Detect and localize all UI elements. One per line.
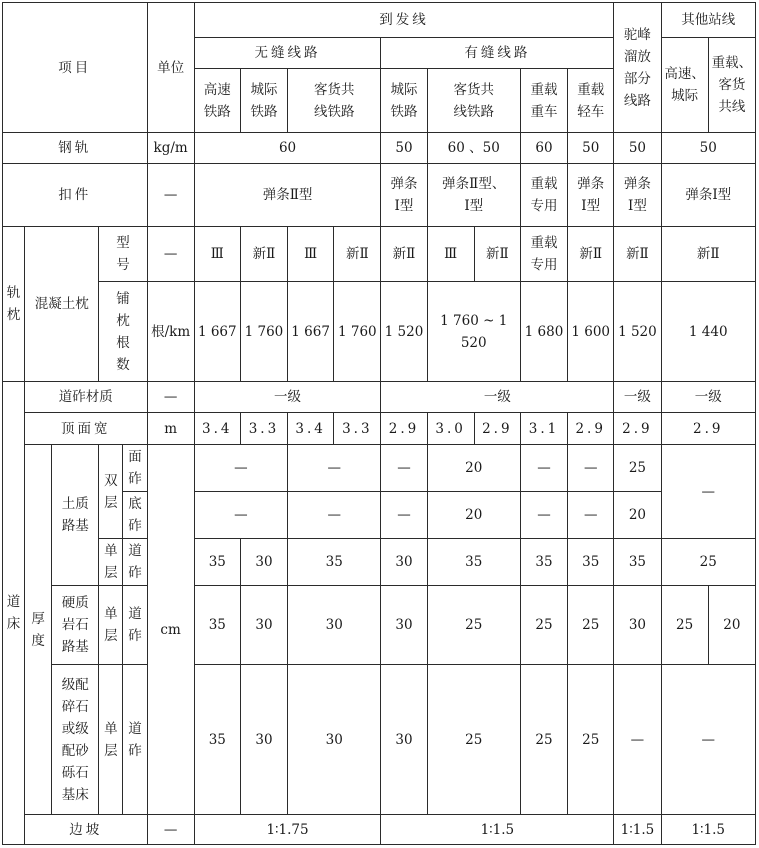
header-other-station: 其他站线 xyxy=(661,3,756,38)
header-jointed: 无缝线路 xyxy=(194,38,381,69)
header-intercity-1: 城际 铁路 xyxy=(240,69,287,133)
graded-value: 30 xyxy=(240,665,287,815)
graded-value: 25 xyxy=(427,665,520,815)
bottom-ballast-label: 底 砟 xyxy=(123,492,147,539)
sleeper-count: 1 760 xyxy=(240,282,287,382)
fastener-value: 弹条 Ⅰ型 xyxy=(568,164,614,227)
graded-value: — xyxy=(661,665,756,815)
sleeper-type-label: 型 号 xyxy=(99,227,147,282)
fastener-unit: — xyxy=(147,164,194,227)
double-layer-label: 双 层 xyxy=(99,445,123,539)
sleeper-label: 混凝土枕 xyxy=(25,227,99,382)
sleeper-count: 1 667 xyxy=(194,282,240,382)
header-item: 项目 xyxy=(3,3,148,133)
graded-value: 30 xyxy=(288,665,381,815)
hard-value: 30 xyxy=(240,586,287,665)
header-hs-rail: 高速 铁路 xyxy=(194,69,240,133)
ballast-width: 3.4 xyxy=(194,413,240,445)
hard-value: 25 xyxy=(568,586,614,665)
bottom-value: — xyxy=(520,492,567,539)
sleeper-count: 1 680 xyxy=(520,282,567,382)
graded-ballast-label: 道 砟 xyxy=(123,665,147,815)
fastener-value: 弹条Ⅱ型、 Ⅰ型 xyxy=(427,164,520,227)
ballast-material: 一级 xyxy=(381,382,614,413)
graded-value: 25 xyxy=(520,665,567,815)
sleeper-type: 新Ⅱ xyxy=(614,227,661,282)
fastener-value: 弹条 Ⅰ型 xyxy=(381,164,427,227)
sleeper-count: 1 600 xyxy=(568,282,614,382)
sleeper-type: Ⅲ xyxy=(427,227,474,282)
sleeper-count-label: 铺 枕 根 数 xyxy=(99,282,147,382)
sleeper-count-unit: 根/km xyxy=(147,282,194,382)
header-other-hs: 高速、 城际 xyxy=(661,38,708,133)
thickness-label: 厚 度 xyxy=(25,445,52,815)
ballast-width: 3.3 xyxy=(240,413,287,445)
surface-value: 20 xyxy=(427,445,520,492)
ballast-label: 道 砟 xyxy=(123,539,147,586)
soil-single-value: 30 xyxy=(240,539,287,586)
surface-value: — xyxy=(288,445,381,492)
ballast-width: 3.4 xyxy=(288,413,334,445)
ballast-width: 2.9 xyxy=(474,413,520,445)
surface-value: — xyxy=(194,445,287,492)
hard-value: 30 xyxy=(288,586,381,665)
rail-value: 50 xyxy=(614,133,661,164)
hard-value: 30 xyxy=(614,586,661,665)
rail-label: 钢轨 xyxy=(3,133,148,164)
surface-value: — xyxy=(520,445,567,492)
slope-label: 边坡 xyxy=(25,815,147,845)
rail-unit: kg/m xyxy=(147,133,194,164)
header-arrival-departure: 到发线 xyxy=(194,3,614,38)
sleeper-type: 新Ⅱ xyxy=(568,227,614,282)
fastener-value: 弹条Ⅱ型 xyxy=(194,164,381,227)
slope-value: 1∶1.75 xyxy=(194,815,381,845)
ballast-width: 2.9 xyxy=(381,413,427,445)
sleeper-type: 新Ⅱ xyxy=(474,227,520,282)
sleeper-count: 1 520 xyxy=(614,282,661,382)
ballast-width-label: 顶面宽 xyxy=(25,413,147,445)
bottom-value: 20 xyxy=(614,492,661,539)
sleeper-count: 1 520 xyxy=(381,282,427,382)
rail-value: 60 、50 xyxy=(427,133,520,164)
header-unit: 单位 xyxy=(147,3,194,133)
hard-value: 25 xyxy=(427,586,520,665)
surface-value: — xyxy=(568,445,614,492)
ballast-material: 一级 xyxy=(661,382,756,413)
soil-single-value: 35 xyxy=(427,539,520,586)
graded-value: 25 xyxy=(568,665,614,815)
graded-value: — xyxy=(614,665,661,815)
rail-value: 60 xyxy=(194,133,381,164)
slope-value: 1∶1.5 xyxy=(381,815,614,845)
soil-subgrade-label: 土质 路基 xyxy=(52,445,99,586)
sleeper-type: 新Ⅱ xyxy=(661,227,756,282)
fastener-value: 弹条Ⅰ型 xyxy=(661,164,756,227)
ballast-width: 3.1 xyxy=(520,413,567,445)
hard-value: 35 xyxy=(194,586,240,665)
ballast-material: 一级 xyxy=(614,382,661,413)
slope-value: 1∶1.5 xyxy=(661,815,756,845)
surface-value: 25 xyxy=(614,445,661,492)
sleeper-type: 新Ⅱ xyxy=(334,227,381,282)
graded-value: 35 xyxy=(194,665,240,815)
soil-single-value: 35 xyxy=(614,539,661,586)
rail-value: 50 xyxy=(381,133,427,164)
sleeper-type: Ⅲ xyxy=(288,227,334,282)
soil-single-value: 35 xyxy=(568,539,614,586)
bottom-value: — xyxy=(381,492,427,539)
hard-value: 30 xyxy=(381,586,427,665)
surface-value: — xyxy=(661,445,756,539)
surface-ballast-label: 面 砟 xyxy=(123,445,147,492)
fastener-value: 弹条 Ⅰ型 xyxy=(614,164,661,227)
soil-single-value: 35 xyxy=(520,539,567,586)
ballast-width: 2.9 xyxy=(568,413,614,445)
soil-single-value: 35 xyxy=(288,539,381,586)
ballast-material: 一级 xyxy=(194,382,381,413)
bottom-value: — xyxy=(194,492,287,539)
rail-value: 60 xyxy=(520,133,567,164)
ballast-width: 3.0 xyxy=(427,413,474,445)
fastener-label: 扣件 xyxy=(3,164,148,227)
header-heavy-heavy: 重载 重车 xyxy=(520,69,567,133)
ballast-width: 3.3 xyxy=(334,413,381,445)
bottom-value: 20 xyxy=(427,492,520,539)
graded-value: 30 xyxy=(381,665,427,815)
track-structure-table xyxy=(2,2,756,845)
hard-value: 20 xyxy=(708,586,755,665)
ballast-material-unit: — xyxy=(147,382,194,413)
slope-value: 1∶1.5 xyxy=(614,815,661,845)
header-hump: 驼峰 溜放 部分 线路 xyxy=(614,3,661,133)
soil-single-value: 35 xyxy=(194,539,240,586)
header-mixed-1: 客货共 线铁路 xyxy=(288,69,381,133)
sleeper-count: 1 760 xyxy=(334,282,381,382)
ballast-group-label: 道 床 xyxy=(3,382,25,845)
header-intercity-2: 城际 铁路 xyxy=(381,69,427,133)
header-mixed-2: 客货共 线铁路 xyxy=(427,69,520,133)
rail-value: 50 xyxy=(661,133,756,164)
hard-ballast-label: 道 砟 xyxy=(123,586,147,665)
header-other-heavy: 重载、 客货 共线 xyxy=(708,38,755,133)
thickness-unit: cm xyxy=(147,445,194,815)
hard-value: 25 xyxy=(520,586,567,665)
graded-single-label: 单 层 xyxy=(99,665,123,815)
sleeper-type: 新Ⅱ xyxy=(381,227,427,282)
ballast-width-unit: m xyxy=(147,413,194,445)
bottom-value: — xyxy=(288,492,381,539)
hard-single-label: 单 层 xyxy=(99,586,123,665)
header-heavy-light: 重载 轻车 xyxy=(568,69,614,133)
soil-single-value: 30 xyxy=(381,539,427,586)
hard-rock-label: 硬质 岩石 路基 xyxy=(52,586,99,665)
ballast-material-label: 道砟材质 xyxy=(25,382,147,413)
single-layer-label: 单 层 xyxy=(99,539,123,586)
sleeper-type: 新Ⅱ xyxy=(240,227,287,282)
sleeper-count: 1 760 ~ 1 520 xyxy=(427,282,520,382)
sleeper-type: Ⅲ xyxy=(194,227,240,282)
header-seamed: 有缝线路 xyxy=(381,38,614,69)
rail-value: 50 xyxy=(568,133,614,164)
sleeper-count: 1 667 xyxy=(288,282,334,382)
bottom-value: — xyxy=(568,492,614,539)
fastener-value: 重载 专用 xyxy=(520,164,567,227)
sleeper-group-label: 轨 枕 xyxy=(3,227,25,382)
graded-gravel-label: 级配 碎石 或级 配砂 砾石 基床 xyxy=(52,665,99,815)
surface-value: — xyxy=(381,445,427,492)
ballast-width: 2.9 xyxy=(661,413,756,445)
ballast-width: 2.9 xyxy=(614,413,661,445)
slope-unit: — xyxy=(147,815,194,845)
sleeper-type: 重载 专用 xyxy=(520,227,567,282)
soil-single-value: 25 xyxy=(661,539,756,586)
sleeper-count: 1 440 xyxy=(661,282,756,382)
hard-value: 25 xyxy=(661,586,708,665)
sleeper-type-unit: — xyxy=(147,227,194,282)
